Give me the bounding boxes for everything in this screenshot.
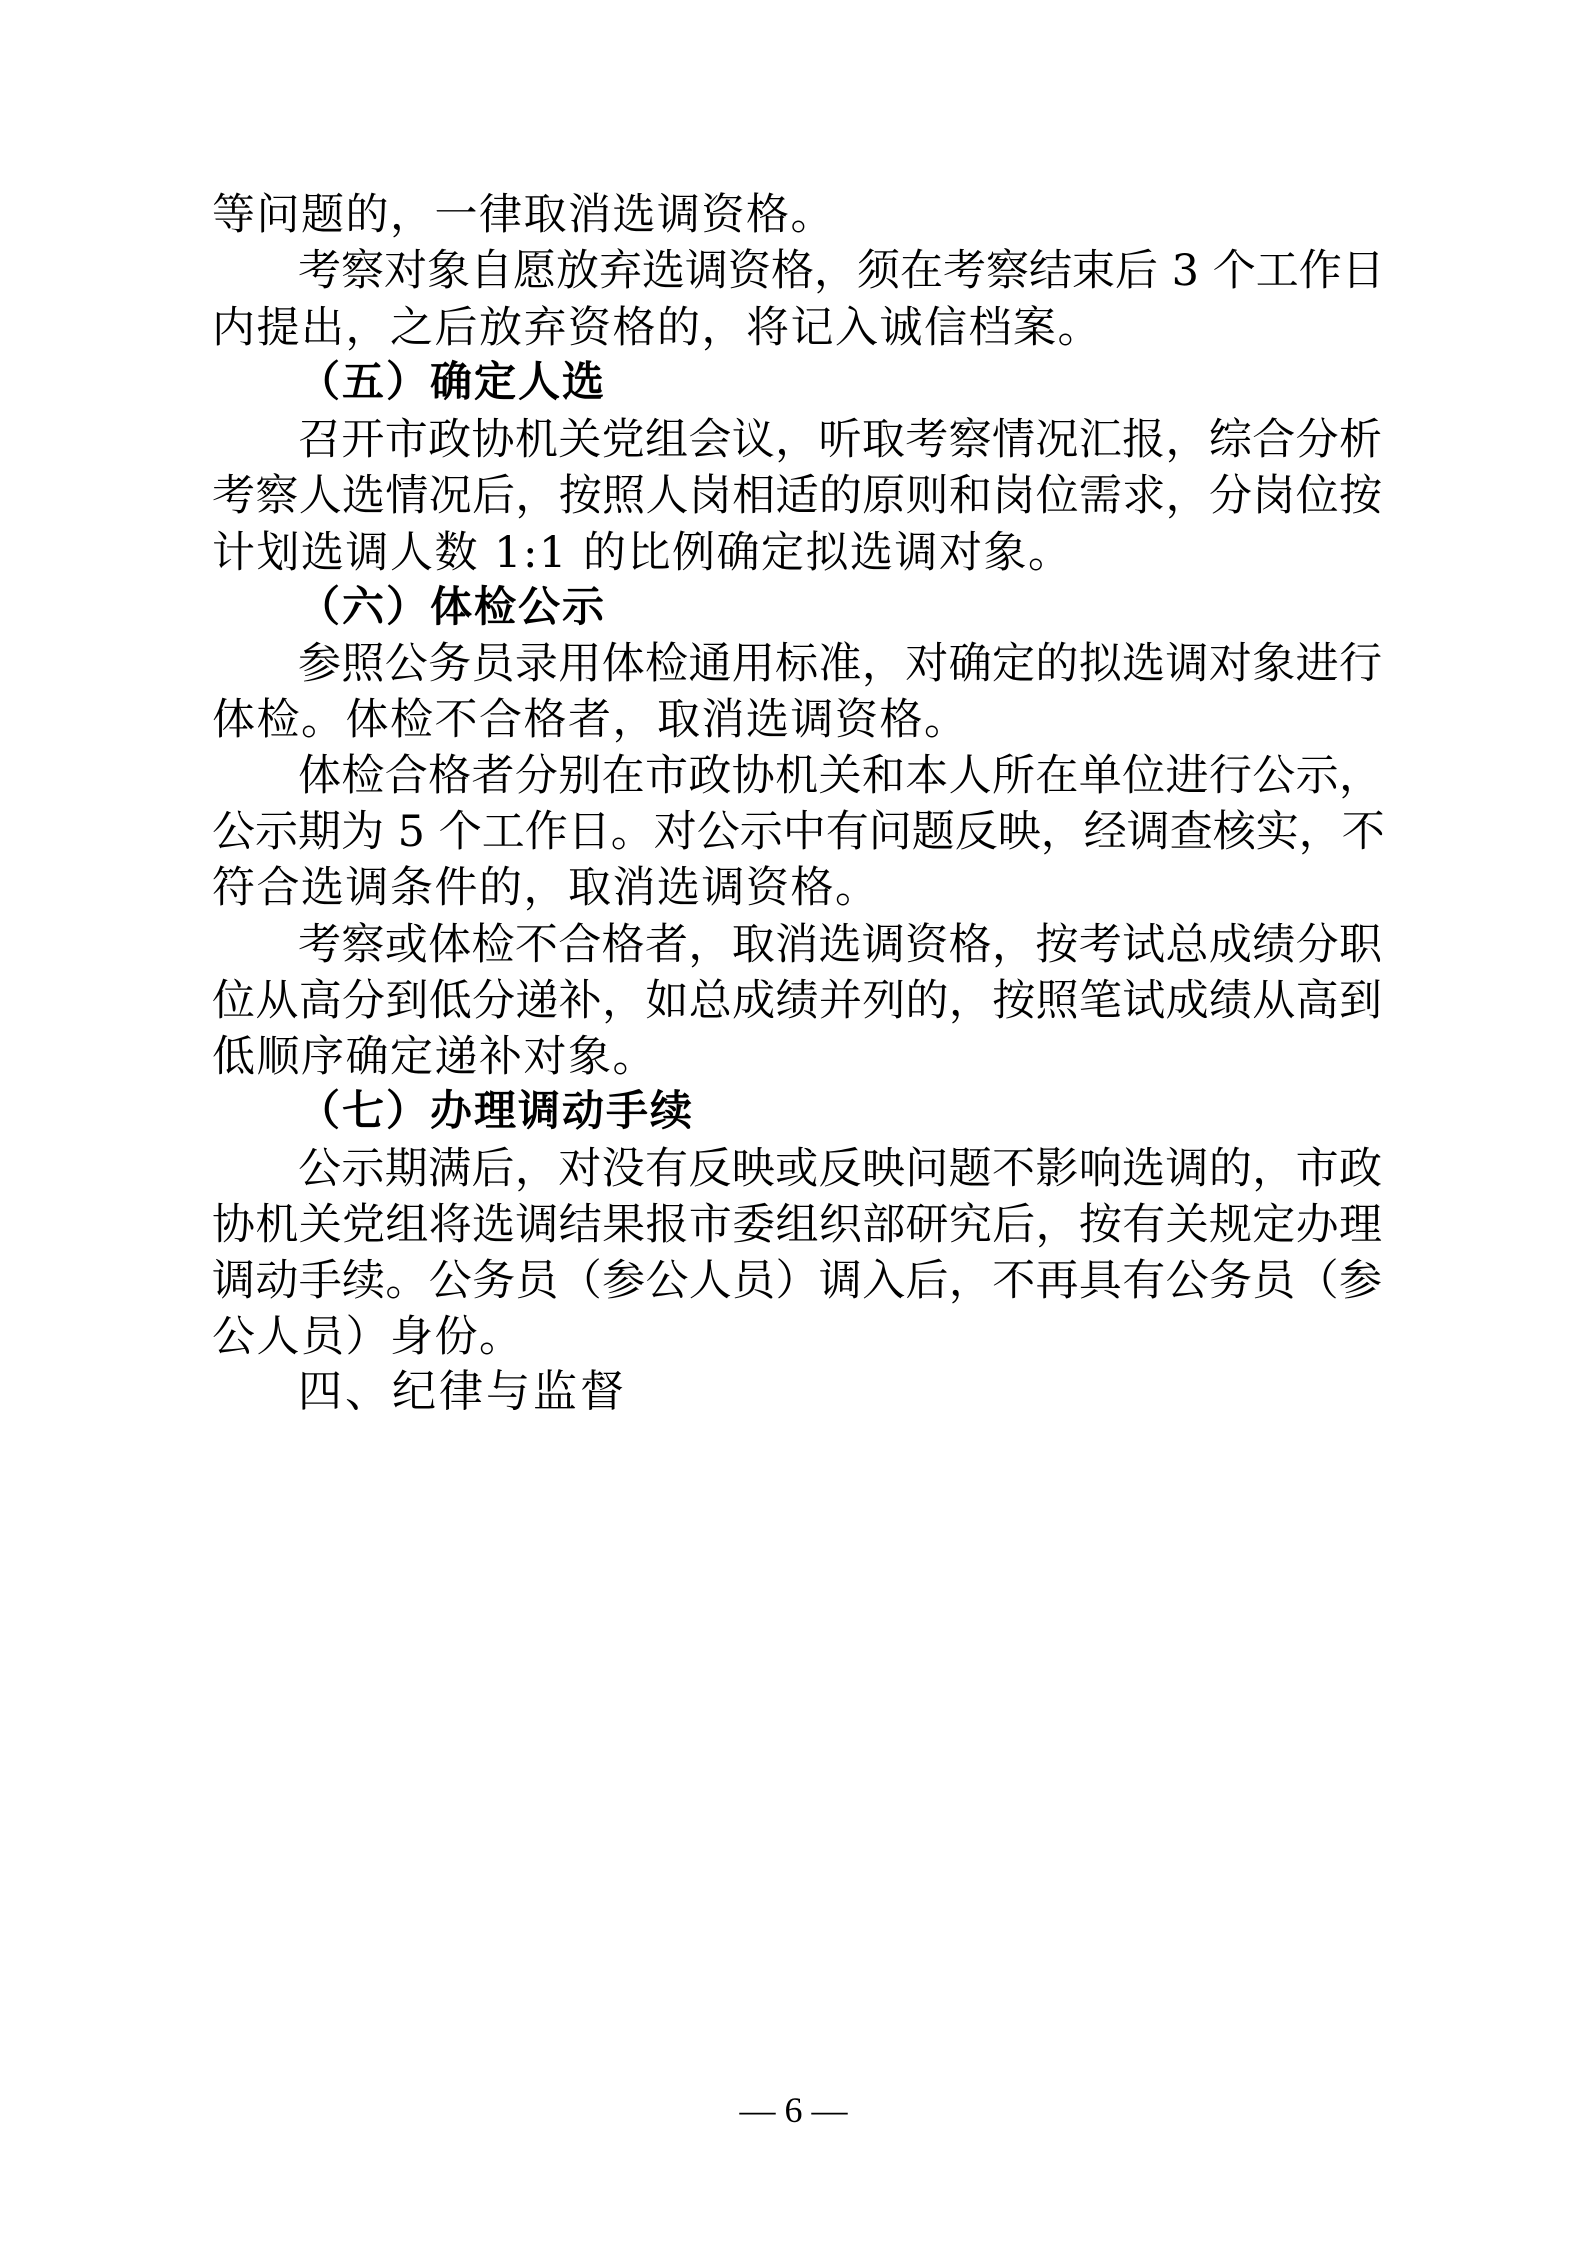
page-number: — 6 — [739, 2090, 848, 2130]
section-heading-four: 四、纪律与监督 [298, 1366, 627, 1417]
paragraph-line: 公示期满后，对没有反映或反映问题不影响选调的，市政 [298, 1144, 1382, 1194]
paragraph-line: 召开市政协机关党组会议，听取考察情况汇报，综合分析 [298, 415, 1382, 465]
paragraph-line: 等问题的，一律取消选调资格。 [212, 190, 835, 240]
paragraph-line: 符合选调条件的，取消选调资格。 [212, 863, 880, 913]
paragraph-line: 计划选调人数 1:1 的比例确定拟选调对象。 [212, 528, 1073, 578]
paragraph-line: 公人员）身份。 [212, 1312, 524, 1362]
paragraph-line: 考察或体检不合格者，取消选调资格，按考试总成绩分职 [298, 920, 1382, 970]
paragraph-line: 公示期为 5 个工作日。对公示中有问题反映，经调查核实，不 [212, 807, 1385, 857]
paragraph-line: 体检。体检不合格者，取消选调资格。 [212, 695, 969, 745]
subsection-heading-six: （六）体检公示 [298, 582, 607, 631]
paragraph-line: 考察人选情况后，按照人岗相适的原则和岗位需求，分岗位按 [212, 471, 1382, 521]
paragraph-line: 协机关党组将选调结果报市委组织部研究后，按有关规定办理 [212, 1200, 1382, 1250]
paragraph-line: 参照公务员录用体检通用标准，对确定的拟选调对象进行 [298, 639, 1382, 689]
subsection-heading-five: （五）确定人选 [298, 357, 607, 406]
paragraph-line: 调动手续。公务员（参公人员）调入后，不再具有公务员（参 [212, 1256, 1382, 1306]
subsection-heading-seven: （七）办理调动手续 [298, 1086, 695, 1135]
paragraph-line: 体检合格者分别在市政协机关和本人所在单位进行公示， [298, 751, 1382, 801]
paragraph-line: 考察对象自愿放弃选调资格，须在考察结束后 3 个工作日 [298, 246, 1385, 296]
paragraph-line: 内提出，之后放弃资格的，将记入诚信档案。 [212, 303, 1102, 353]
paragraph-line: 位从高分到低分递补，如总成绩并列的，按照笔试成绩从高到 [212, 976, 1382, 1026]
paragraph-line: 低顺序确定递补对象。 [212, 1032, 657, 1082]
